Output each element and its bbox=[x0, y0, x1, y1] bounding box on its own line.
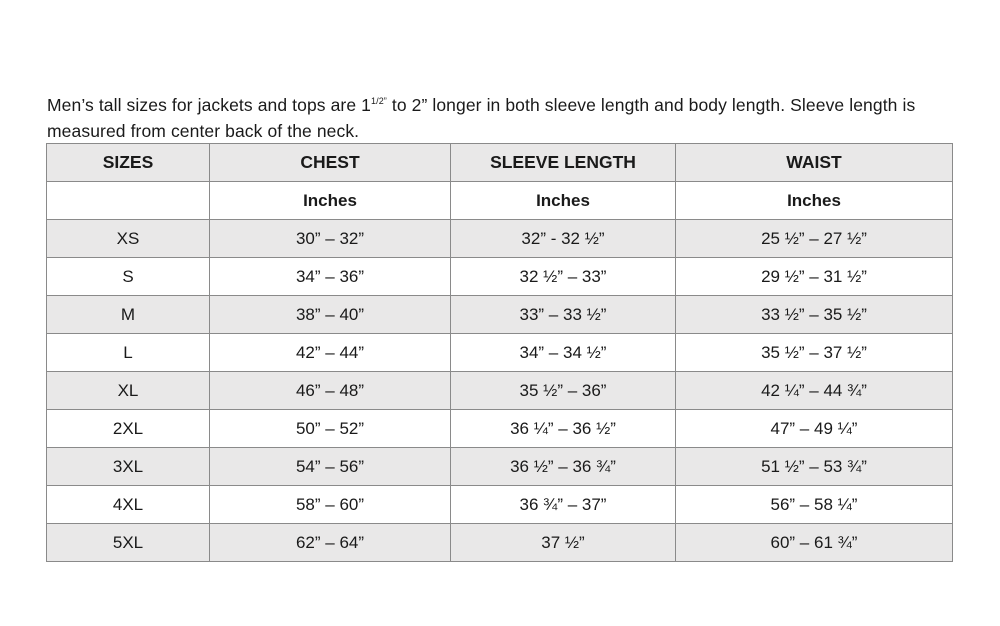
header-sizes: SIZES bbox=[47, 144, 210, 182]
intro-superscript: 1/2” bbox=[371, 95, 387, 106]
table-row bbox=[47, 372, 953, 410]
cell-size: M bbox=[47, 296, 210, 334]
cell-waist: 56” – 58 ¼” bbox=[676, 486, 953, 524]
cell-size: 5XL bbox=[47, 524, 210, 562]
intro-paragraph bbox=[47, 92, 957, 144]
unit-chest: Inches bbox=[210, 182, 451, 220]
cell-size: XS bbox=[47, 220, 210, 258]
header-row bbox=[47, 144, 953, 182]
cell-sleeve-length: 33” – 33 ½” bbox=[451, 296, 676, 334]
cell-chest: 58” – 60” bbox=[210, 486, 451, 524]
cell-waist: 60” – 61 ¾” bbox=[676, 524, 953, 562]
header-chest: CHEST bbox=[210, 144, 451, 182]
table-row bbox=[47, 410, 953, 448]
cell-chest: 42” – 44” bbox=[210, 334, 451, 372]
cell-sleeve-length: 34” – 34 ½” bbox=[451, 334, 676, 372]
cell-size: S bbox=[47, 258, 210, 296]
unit-sleeve-length: Inches bbox=[451, 182, 676, 220]
cell-sleeve-length: 36 ½” – 36 ¾” bbox=[451, 448, 676, 486]
cell-sleeve-length: 32” - 32 ½” bbox=[451, 220, 676, 258]
cell-chest: 38” – 40” bbox=[210, 296, 451, 334]
cell-chest: 54” – 56” bbox=[210, 448, 451, 486]
cell-chest: 30” – 32” bbox=[210, 220, 451, 258]
cell-waist: 47” – 49 ¼” bbox=[676, 410, 953, 448]
table-row bbox=[47, 486, 953, 524]
cell-size: 3XL bbox=[47, 448, 210, 486]
size-chart-table bbox=[46, 143, 953, 562]
cell-chest: 62” – 64” bbox=[210, 524, 451, 562]
cell-waist: 35 ½” – 37 ½” bbox=[676, 334, 953, 372]
cell-sleeve-length: 36 ¾” – 37” bbox=[451, 486, 676, 524]
cell-chest: 50” – 52” bbox=[210, 410, 451, 448]
unit-waist: Inches bbox=[676, 182, 953, 220]
table-row bbox=[47, 334, 953, 372]
unit-sizes bbox=[47, 182, 210, 220]
cell-chest: 46” – 48” bbox=[210, 372, 451, 410]
cell-sleeve-length: 32 ½” – 33” bbox=[451, 258, 676, 296]
cell-sleeve-length: 35 ½” – 36” bbox=[451, 372, 676, 410]
intro-text-start: Men’s tall sizes for jackets and tops are 1 bbox=[47, 94, 371, 115]
cell-size: XL bbox=[47, 372, 210, 410]
cell-waist: 25 ½” – 27 ½” bbox=[676, 220, 953, 258]
table-row bbox=[47, 296, 953, 334]
cell-waist: 33 ½” – 35 ½” bbox=[676, 296, 953, 334]
intro-text-end: to 2” longer in both sleeve length and body length. Sleeve length is measured from center back of the neck. bbox=[47, 94, 916, 141]
cell-chest: 34” – 36” bbox=[210, 258, 451, 296]
size-chart-body bbox=[47, 144, 953, 562]
cell-sleeve-length: 37 ½” bbox=[451, 524, 676, 562]
table-row bbox=[47, 448, 953, 486]
cell-waist: 51 ½” – 53 ¾” bbox=[676, 448, 953, 486]
table-row bbox=[47, 524, 953, 562]
table-row bbox=[47, 258, 953, 296]
cell-waist: 42 ¼” – 44 ¾” bbox=[676, 372, 953, 410]
table-row bbox=[47, 220, 953, 258]
header-waist: WAIST bbox=[676, 144, 953, 182]
cell-waist: 29 ½” – 31 ½” bbox=[676, 258, 953, 296]
cell-size: L bbox=[47, 334, 210, 372]
cell-size: 4XL bbox=[47, 486, 210, 524]
header-sleeve-length: SLEEVE LENGTH bbox=[451, 144, 676, 182]
cell-sleeve-length: 36 ¼” – 36 ½” bbox=[451, 410, 676, 448]
units-row bbox=[47, 182, 953, 220]
cell-size: 2XL bbox=[47, 410, 210, 448]
